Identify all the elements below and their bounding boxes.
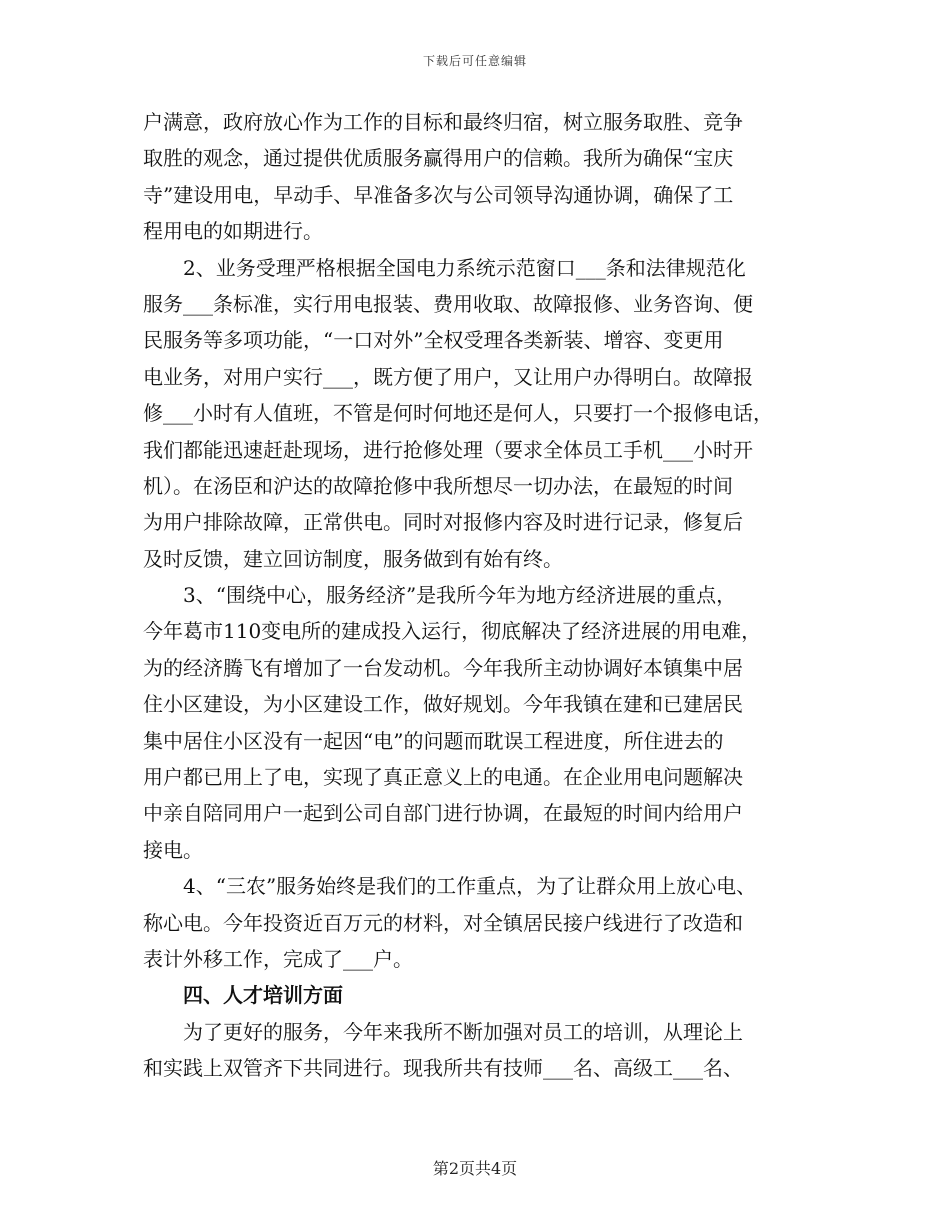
text-line: 服务___条标准，实行用电报装、费用收取、故障报修、业务咨询、便 [143,291,753,316]
text-line: 机）。在汤臣和沪达的故障抢修中我所想尽一切办法，在最短的时间 [143,473,733,498]
text-line: 接电。 [143,837,203,862]
paragraph-start-3: 3、“围绕中心，服务经济”是我所今年为地方经济进展的重点， [183,583,737,608]
document-body [143,104,833,1087]
text-line: 修___小时有人值班，不管是何时何地还是何人，只要打一个报修电话， [143,401,773,426]
text-line: 寺”建设用电，早动手、早准备多次与公司领导沟通协调，确保了工 [143,182,734,207]
text-line: 及时反馈，建立回访制度，服务做到有始有终。 [143,546,563,571]
text-line: 程用电的如期进行。 [143,219,323,244]
text-line: 集中居住小区没有一起因“电”的问题而耽误工程进度，所住进去的 [143,728,724,753]
paragraph-start-4: 4、“三农”服务始终是我们的工作重点，为了让群众用上放心电、 [183,874,757,899]
text-line: 称心电。今年投资近百万元的材料，对全镇居民接户线进行了改造和 [143,910,743,935]
text-line: 为用户排除故障，正常供电。同时对报修内容及时进行记录，修复后 [143,510,743,535]
text-line: 民服务等多项功能，“一口对外”全权受理各类新装、增容、变更用 [143,328,724,353]
text-line: 和实践上双管齐下共同进行。现我所共有技师___名、高级工___名、 [143,1056,743,1081]
paragraph-start-5: 为了更好的服务，今年来我所不断加强对员工的培训，从理论上 [183,1019,743,1044]
text-line: 户满意，政府放心作为工作的目标和最终归宿，树立服务取胜、竞争 [143,110,743,134]
text-line: 取胜的观念，通过提供优质服务赢得用户的信赖。我所为确保“宝庆 [143,146,734,171]
section-heading: 四、人才培训方面 [183,983,343,1008]
paragraph-start-2: 2、业务受理严格根据全国电力系统示范窗口___条和法律规范化 [183,255,746,280]
text-line: 电业务，对用户实行___，既方便了用户，又让用户办得明白。故障报 [143,364,753,389]
text-line: 我们都能迅速赶赴现场，进行抢修处理（要求全体员工手机___小时开 [143,437,753,462]
text-line: 为的经济腾飞有增加了一台发动机。今年我所主动协调好本镇集中居 [143,655,743,680]
text-line: 住小区建设，为小区建设工作，做好规划。今年我镇在建和已建居民 [143,692,743,717]
text-line: 用户都已用上了电，实现了真正意义上的电通。在企业用电问题解决 [143,765,743,790]
text-line: 今年葛市110变电所的建成投入运行，彻底解决了经济进展的用电难， [143,619,762,644]
text-line: 中亲自陪同用户一起到公司自部门进行协调，在最短的时间内给用户 [143,801,743,826]
text-line: 表计外移工作，完成了___户。 [143,946,413,971]
page-header-note: 下载后可任意编辑 [422,54,527,68]
page-number: 第2页共4页 [432,1159,518,1178]
